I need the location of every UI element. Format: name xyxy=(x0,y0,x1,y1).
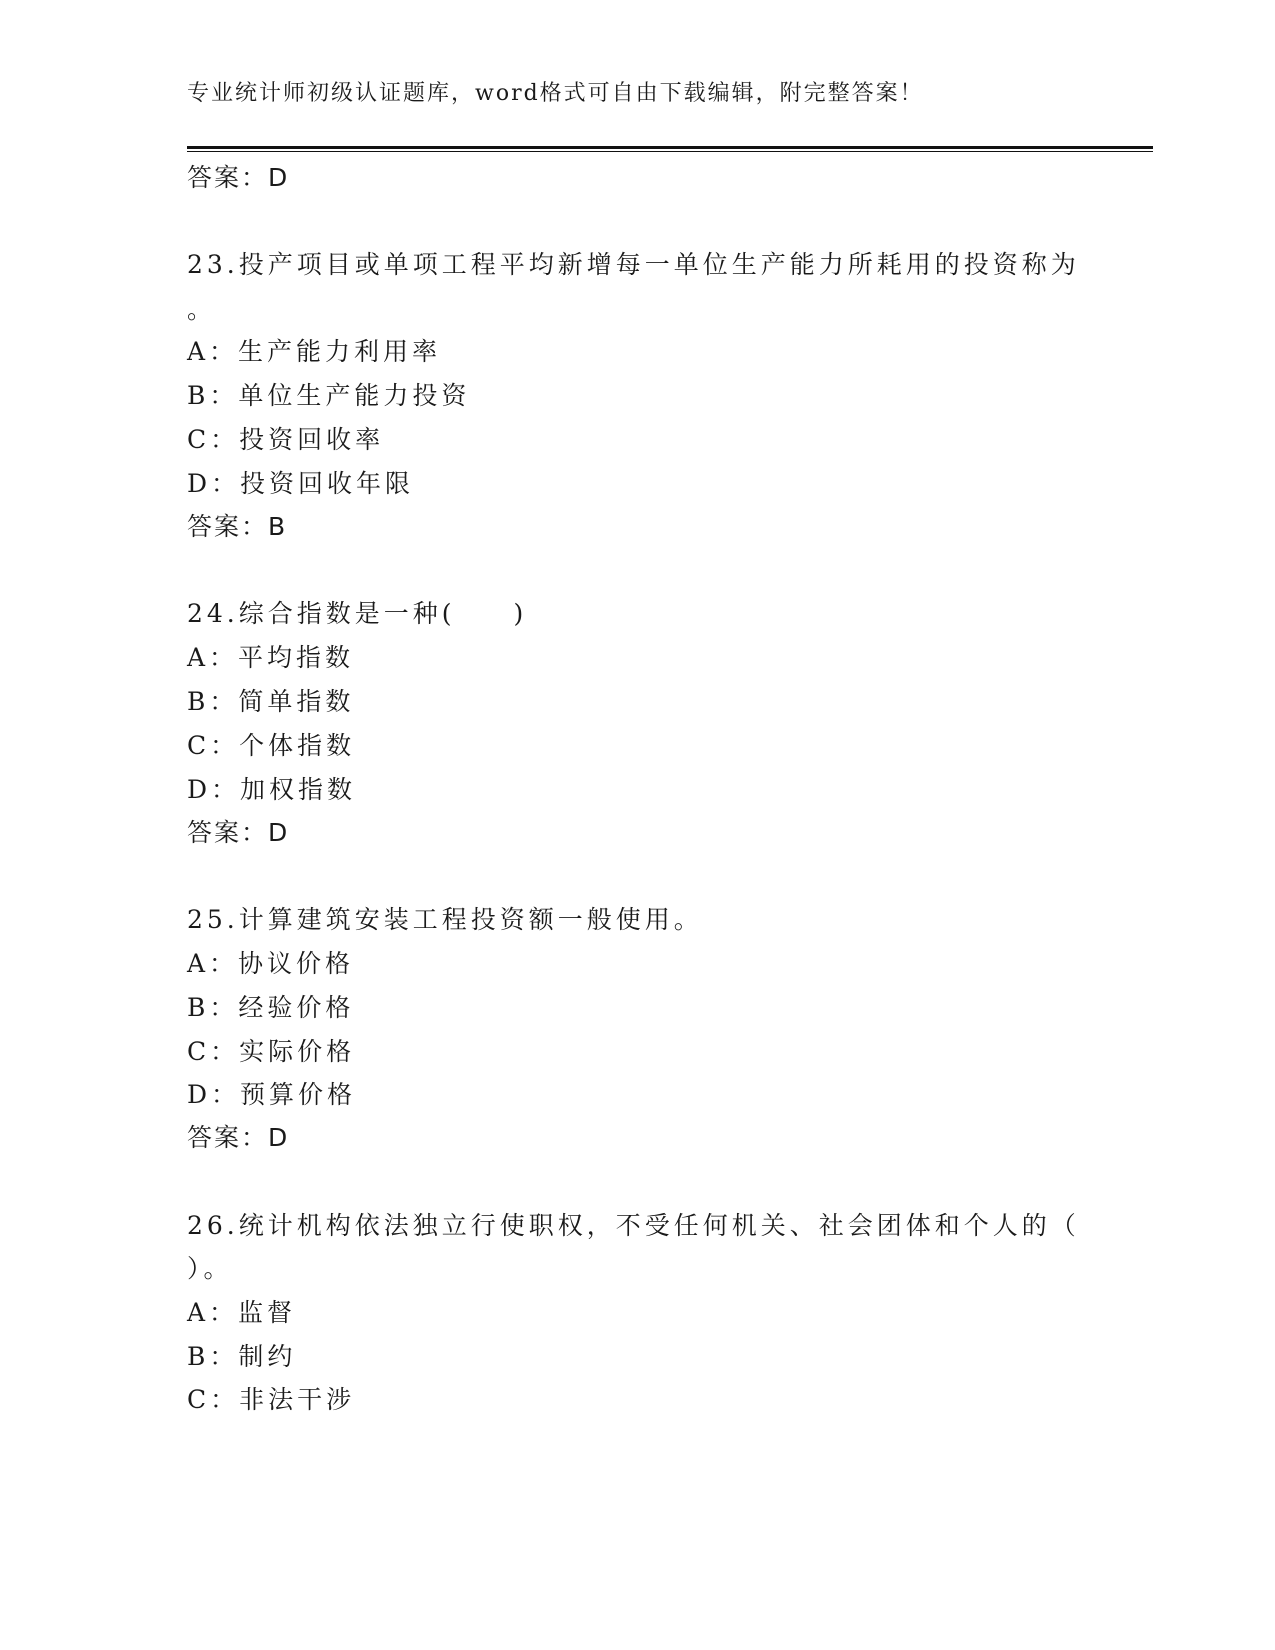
question-26-stem: 26.统计机构依法独立行使职权，不受任何机关、社会团体和个人的（ xyxy=(187,1211,1080,1240)
question-26-stem-cont: ）。 xyxy=(187,1254,233,1283)
question-24-option-d: D：加权指数 xyxy=(187,775,357,804)
question-26-option-a: A：监督 xyxy=(187,1298,297,1327)
question-23-answer: 答案：B xyxy=(187,512,288,541)
question-24-option-c: C：个体指数 xyxy=(187,731,356,760)
question-23-option-d: D：投资回收年限 xyxy=(187,469,415,498)
question-25-option-c: C：实际价格 xyxy=(187,1037,356,1066)
question-25-option-b: B：经验价格 xyxy=(187,993,355,1022)
question-24-answer: 答案：D xyxy=(187,818,290,847)
question-23-option-b: B：单位生产能力投资 xyxy=(187,381,471,410)
question-25-stem: 25.计算建筑安装工程投资额一般使用。 xyxy=(187,905,703,934)
question-23-stem: 23.投产项目或单项工程平均新增每一单位生产能力所耗用的投资称为 xyxy=(187,250,1080,279)
page-header: 专业统计师初级认证题库，word格式可自由下载编辑，附完整答案！ xyxy=(187,81,924,106)
question-25-answer: 答案：D xyxy=(187,1123,290,1152)
question-24-stem: 24.综合指数是一种( ) xyxy=(187,599,528,628)
header-rule-thick xyxy=(187,146,1153,149)
answer-q22: 答案：D xyxy=(187,163,290,192)
question-24-option-a: A：平均指数 xyxy=(187,643,355,672)
question-26-option-c: C：非法干涉 xyxy=(187,1385,356,1414)
question-25-option-a: A：协议价格 xyxy=(187,949,355,978)
question-25-option-d: D：预算价格 xyxy=(187,1080,357,1109)
question-23-option-a: A：生产能力利用率 xyxy=(187,337,442,366)
question-24-option-b: B：简单指数 xyxy=(187,687,355,716)
question-23-stem-cont: 。 xyxy=(187,295,217,324)
question-23-option-c: C：投资回收率 xyxy=(187,425,385,454)
header-rule-thin xyxy=(187,151,1153,152)
question-26-option-b: B：制约 xyxy=(187,1342,297,1371)
